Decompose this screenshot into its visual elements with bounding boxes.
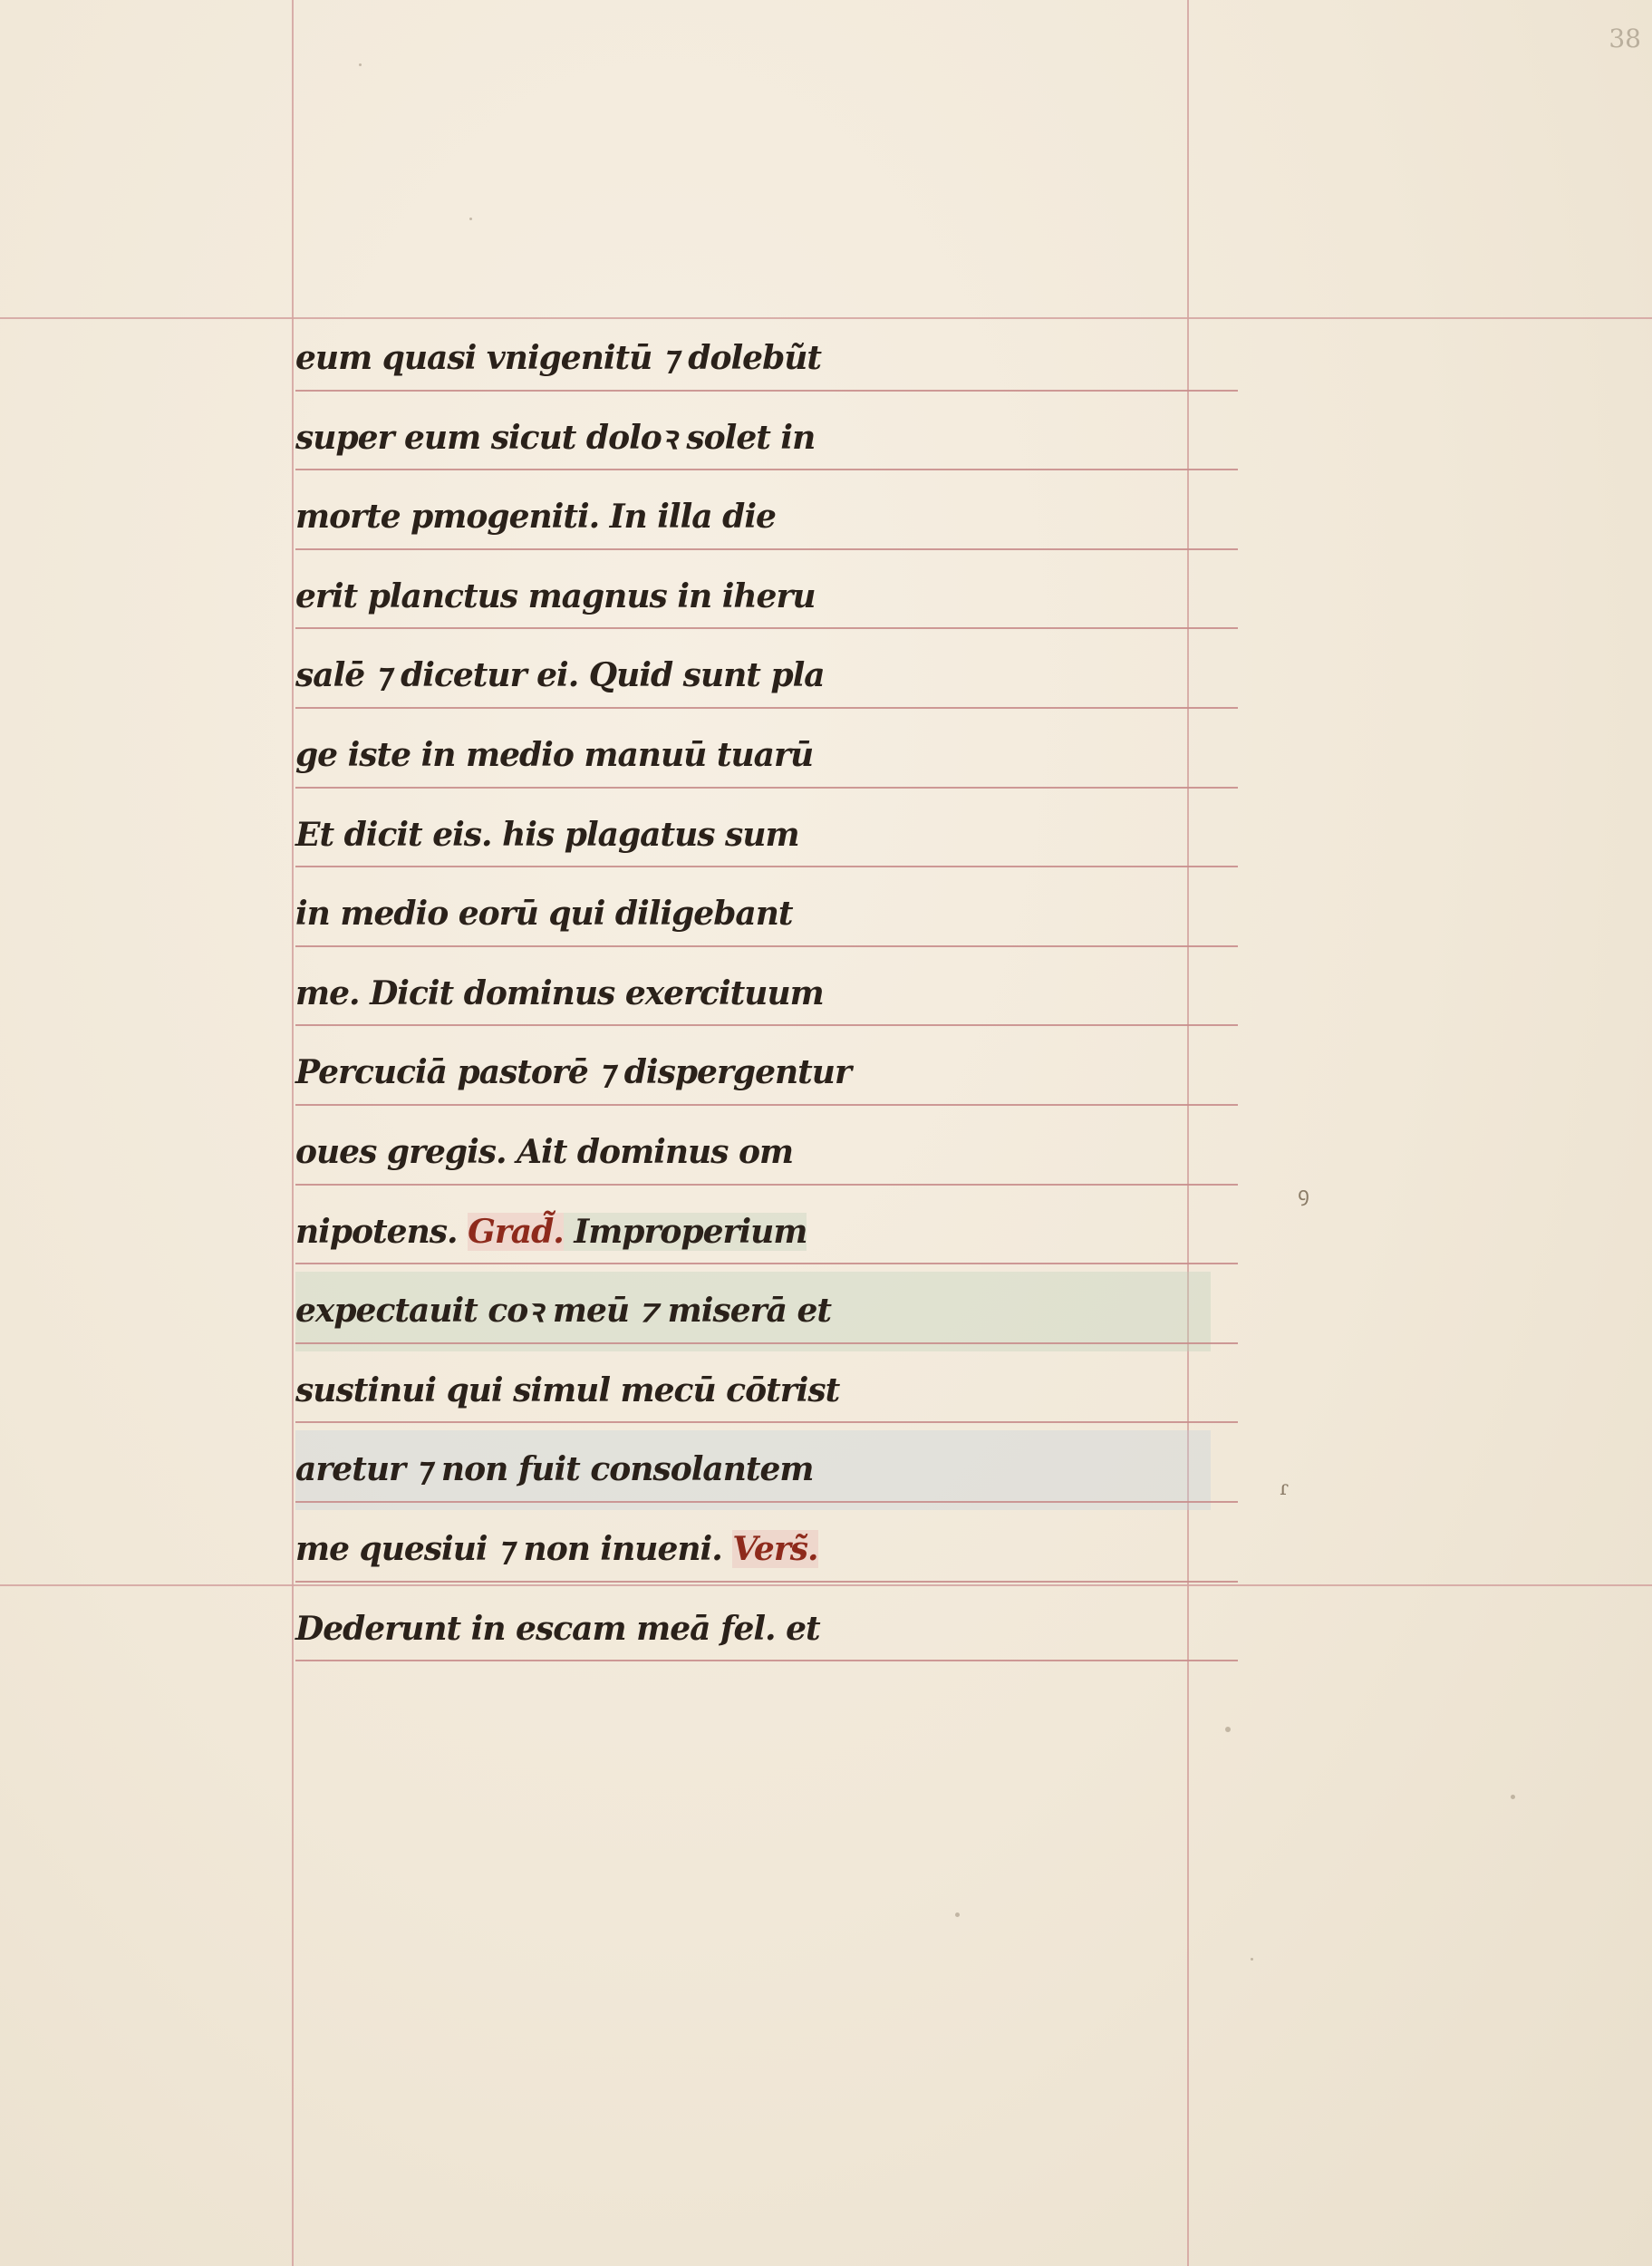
parchment-speck <box>1511 1795 1515 1799</box>
text-line: eum quasi vnigenitū ⁊ dolebũt <box>295 319 1211 399</box>
text-line-with-rubric <box>295 1510 1211 1590</box>
text-line: expectauit coꝛ meū ⁊ miserā et <box>295 1272 1211 1351</box>
text-line: salē ⁊ dicetur ei. Quid sunt pla <box>295 636 1211 716</box>
text-line: Et dicit eis. his plagatus sum <box>295 796 1211 876</box>
text-line: erit planctus magnus in iheru <box>295 557 1211 637</box>
rubric-verse: Vers̃. <box>732 1529 818 1568</box>
text-line: Percuciā pastorē ⁊ dispergentur <box>295 1033 1211 1113</box>
margin-mark: ɾ <box>1280 1477 1289 1500</box>
text-line: ge iste in medio manuū tuarū <box>295 716 1211 796</box>
margin-mark: ꝯ <box>1298 1184 1309 1206</box>
parchment-speck <box>469 218 472 220</box>
text-segment: Improperium <box>563 1212 807 1251</box>
text-line: morte pmogeniti. In illa die <box>295 478 1211 557</box>
text-line: oues gregis. Ait dominus om <box>295 1113 1211 1193</box>
text-line: aretur ⁊ non fuit consolantem <box>295 1430 1211 1510</box>
text-block <box>295 319 1211 1669</box>
text-line: Dederunt in escam meā fel. et <box>295 1590 1211 1670</box>
text-line: me. Dicit dominus exercituum <box>295 954 1211 1034</box>
text-line: sustinui qui simul mecū cōtrist <box>295 1351 1211 1431</box>
text-line: in medio eorū qui diligebant <box>295 875 1211 954</box>
folio-number: 38 <box>1609 24 1641 53</box>
rubric-gradual: Grad̃. <box>468 1212 564 1251</box>
text-segment: nipotens. <box>295 1212 469 1251</box>
parchment-speck <box>1251 1958 1253 1961</box>
parchment-speck <box>1225 1727 1231 1732</box>
text-line: super eum sicut doloꝛ solet in <box>295 399 1211 479</box>
parchment-speck <box>359 63 362 66</box>
text-line-with-rubric <box>295 1193 1211 1273</box>
parchment-speck <box>955 1913 960 1917</box>
text-segment: me quesiui ⁊ non inueni. <box>295 1529 733 1568</box>
ruling-line-left <box>292 0 294 2266</box>
